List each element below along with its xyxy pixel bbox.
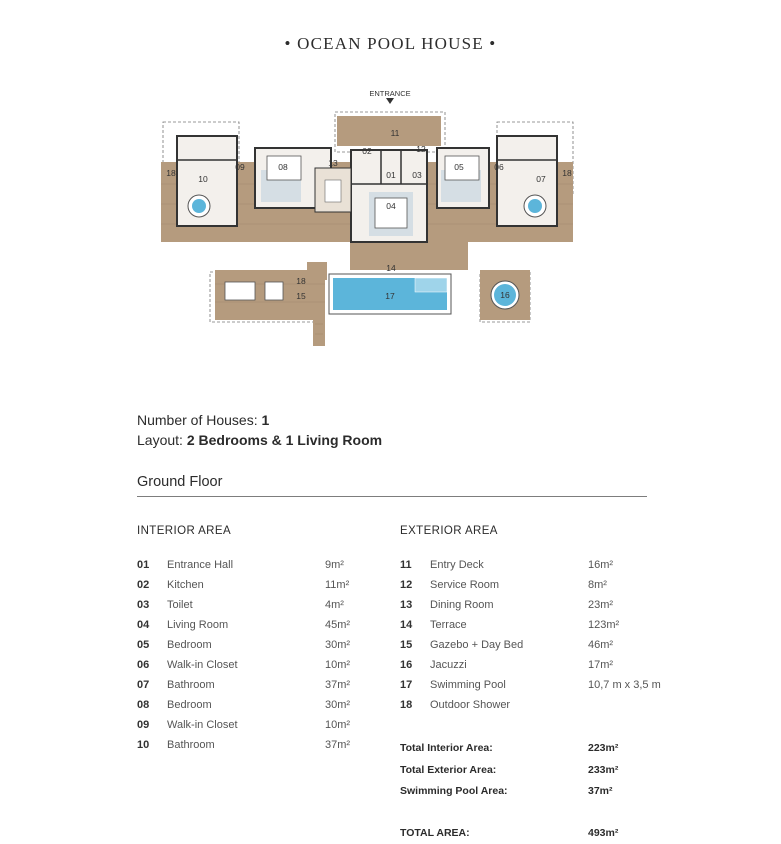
area-row: [137, 698, 397, 718]
area-name: Terrace: [430, 619, 467, 631]
room-label-18-left: 18: [166, 168, 176, 178]
area-number: 14: [400, 619, 413, 631]
page-title: • OCEAN POOL HOUSE •: [284, 34, 497, 53]
area-row: [400, 618, 660, 638]
total-interior-row: [400, 742, 619, 754]
area-name: Entry Deck: [430, 559, 484, 571]
house-summary: [137, 410, 382, 450]
total-exterior-label: Total Exterior Area:: [400, 764, 497, 776]
room-label-18-gazebo: 18: [296, 276, 306, 286]
room-label-12: 12: [416, 144, 426, 154]
area-size: 11m²: [325, 579, 350, 591]
area-name: Entrance Hall: [167, 559, 234, 571]
room-label-09: 09: [235, 162, 245, 172]
area-number: 06: [137, 659, 150, 671]
area-name: Walk-in Closet: [167, 659, 238, 671]
area-number: 12: [400, 579, 413, 591]
area-name: Outdoor Shower: [430, 699, 511, 711]
area-name: Living Room: [167, 619, 229, 631]
total-interior-value: 223m²: [588, 742, 619, 754]
total-exterior-row: [400, 764, 619, 776]
area-size: 9m²: [325, 559, 344, 571]
area-number: 17: [400, 679, 413, 691]
area-row: [137, 598, 397, 618]
area-size: 46m²: [588, 639, 614, 651]
area-name: Gazebo + Day Bed: [430, 639, 524, 651]
pool-area-value: 37m²: [588, 785, 613, 797]
area-number: 13: [400, 599, 413, 611]
divider: [137, 496, 647, 497]
exterior-area-title: EXTERIOR AREA: [400, 525, 498, 537]
area-size: 30m²: [325, 699, 351, 711]
area-size: 37m²: [325, 679, 351, 691]
area-size: 10m²: [325, 659, 351, 671]
area-size: 17m²: [588, 659, 614, 671]
area-number: 02: [137, 579, 150, 591]
area-size: 30m²: [325, 639, 351, 651]
area-row: [137, 618, 397, 638]
interior-area-title: INTERIOR AREA: [137, 525, 232, 537]
area-name: Dining Room: [430, 599, 494, 611]
area-row: [400, 698, 660, 718]
area-number: 04: [137, 619, 150, 631]
area-row: [137, 558, 397, 578]
area-size: 10,7 m x 3,5 m: [588, 679, 661, 691]
houses-value: 1: [261, 412, 270, 428]
room-label-07: 07: [536, 174, 546, 184]
total-exterior-value: 233m²: [588, 764, 619, 776]
area-size: 16m²: [588, 559, 614, 571]
room-label-18-right: 18: [562, 168, 572, 178]
area-row: [137, 718, 397, 738]
area-number: 11: [400, 559, 412, 571]
ground-floor-heading: Ground Floor: [137, 474, 223, 490]
room-label-13: 13: [328, 158, 338, 168]
area-number: 01: [137, 559, 150, 571]
area-number: 05: [137, 639, 150, 651]
pool-area-row: [400, 785, 613, 797]
area-row: [137, 658, 397, 678]
area-size: 10m²: [325, 719, 351, 731]
total-area-row: [400, 827, 619, 839]
area-name: Bedroom: [167, 639, 212, 651]
area-number: 15: [400, 639, 413, 651]
room-label-06: 06: [494, 162, 504, 172]
area-number: 16: [400, 659, 413, 671]
area-number: 10: [137, 739, 150, 751]
area-size: 45m²: [325, 619, 351, 631]
area-size: 37m²: [325, 739, 351, 751]
area-name: Bathroom: [167, 679, 215, 691]
layout-label: Layout:: [137, 432, 183, 448]
area-row: [137, 638, 397, 658]
room-label-04: 04: [386, 201, 396, 211]
total-interior-label: Total Interior Area:: [400, 742, 493, 754]
room-label-02: 02: [362, 146, 372, 156]
area-size: 8m²: [588, 579, 607, 591]
room-label-03: 03: [412, 170, 422, 180]
floor-plan: [155, 84, 580, 346]
area-number: 03: [137, 599, 150, 611]
room-label-11: 11: [390, 128, 400, 138]
area-row: [137, 678, 397, 698]
room-label-01: 01: [386, 170, 396, 180]
area-row: [400, 658, 660, 678]
area-name: Swimming Pool: [430, 679, 506, 691]
area-name: Jacuzzi: [430, 659, 467, 671]
area-row: [400, 638, 660, 658]
room-label-10: 10: [198, 174, 208, 184]
area-row: [400, 578, 660, 598]
area-row: [400, 598, 660, 618]
room-label-08: 08: [278, 162, 288, 172]
total-area-value: 493m²: [588, 827, 619, 839]
area-name: Toilet: [167, 599, 193, 611]
room-label-17: 17: [385, 291, 395, 301]
area-row: [137, 738, 397, 758]
area-name: Bedroom: [167, 699, 212, 711]
area-name: Kitchen: [167, 579, 204, 591]
area-size: 23m²: [588, 599, 614, 611]
area-name: Walk-in Closet: [167, 719, 238, 731]
room-label-15: 15: [296, 291, 306, 301]
entrance-label: ENTRANCE: [369, 89, 411, 98]
area-name: Bathroom: [167, 739, 215, 751]
area-number: 07: [137, 679, 150, 691]
area-name: Service Room: [430, 579, 500, 591]
area-size: 4m²: [325, 599, 344, 611]
area-number: 18: [400, 699, 413, 711]
area-number: 08: [137, 699, 150, 711]
room-label-14: 14: [386, 263, 396, 273]
total-area-label: TOTAL AREA:: [400, 827, 470, 839]
room-label-05: 05: [454, 162, 464, 172]
area-size: 123m²: [588, 619, 620, 631]
houses-label: Number of Houses:: [137, 412, 258, 428]
area-row: [400, 558, 660, 578]
room-label-16: 16: [500, 290, 510, 300]
area-number: 09: [137, 719, 150, 731]
pool-area-label: Swimming Pool Area:: [400, 785, 508, 797]
layout-value: 2 Bedrooms & 1 Living Room: [186, 432, 383, 448]
area-row: [400, 678, 660, 698]
area-row: [137, 578, 397, 598]
